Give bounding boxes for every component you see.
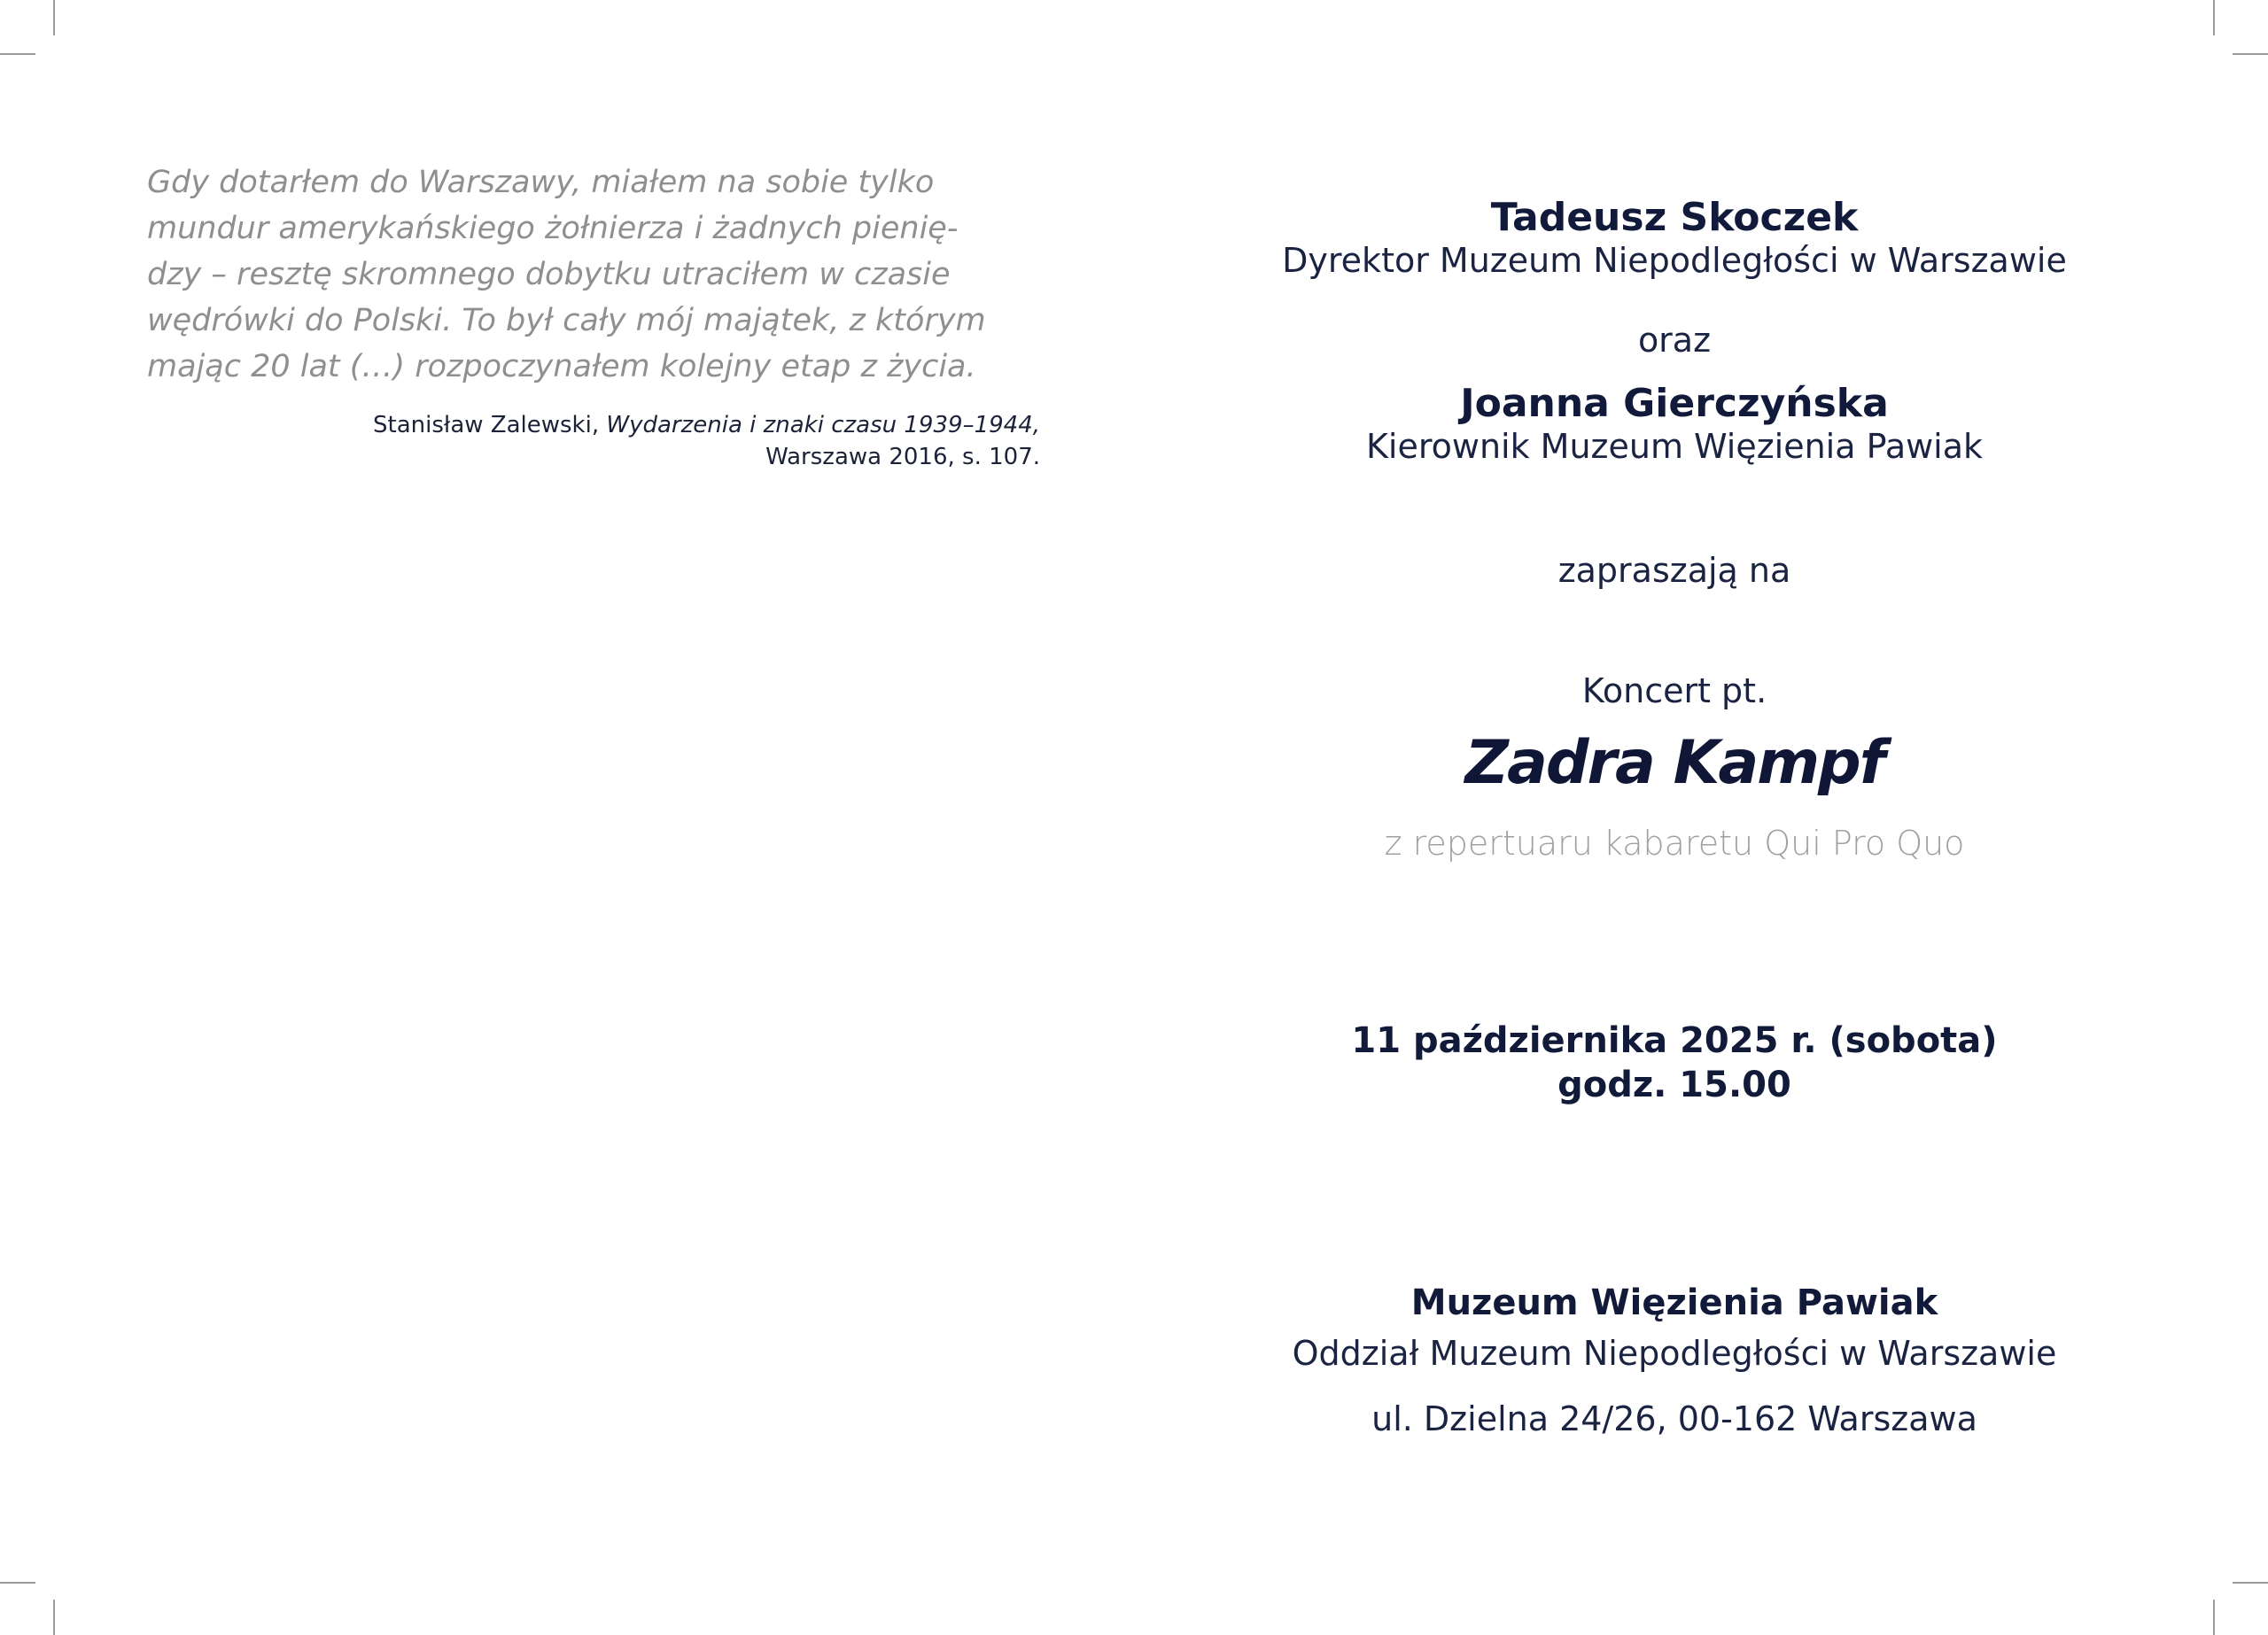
host1-name: Tadeusz Skoczek: [1490, 195, 1859, 240]
venue-name: Muzeum Więzienia Pawiak: [1410, 1282, 1938, 1323]
quote-line: mundur amerykańskiego żołnierza i żadnych pienię-: [147, 211, 959, 246]
source-author: Stanisław Zalewski,: [373, 412, 607, 438]
crop-mark-bottom-left: [0, 1582, 35, 1584]
crop-mark-top-left: [53, 0, 55, 35]
venue-address: ul. Dzielna 24/26, 00-162 Warszawa: [1371, 1399, 1977, 1438]
quote-text: [147, 159, 1040, 390]
quote-block: [147, 159, 1040, 473]
crop-mark-bottom-right: [2233, 1582, 2268, 1584]
host2-name: Joanna Gierczyńska: [1460, 381, 1889, 426]
crop-mark-top-right: [2233, 53, 2268, 55]
source-title: Wydarzenia i znaki czasu 1939–1944,: [606, 412, 1040, 438]
source-publication: Warszawa 2016, s. 107.: [765, 444, 1040, 470]
quote-line: mając 20 lat (…) rozpoczynałem kolejny etap z życia.: [147, 349, 976, 384]
source-citation-line: [147, 409, 1040, 441]
quote-source: [147, 409, 1040, 473]
crop-mark-top-left: [0, 53, 35, 55]
crop-mark-top-right: [2213, 0, 2215, 35]
invite-phrase: zapraszają na: [1557, 551, 1791, 590]
quote-line: wędrówki do Polski. To był cały mój majątek, z którym: [147, 303, 986, 338]
event-subtitle: z repertuaru kabaretu Qui Pro Quo: [1384, 824, 1965, 863]
conjunction: oraz: [1637, 321, 1712, 360]
event-time: godz. 15.00: [1557, 1065, 1791, 1105]
event-title: Zadra Kampf: [1464, 728, 1884, 798]
quote-line: dzy – resztę skromnego dobytku utraciłem w czasie: [147, 257, 951, 292]
venue-branch: Oddział Muzeum Niepodległości w Warszawie: [1292, 1334, 2057, 1373]
crop-mark-bottom-left: [53, 1600, 55, 1635]
host1-role: Dyrektor Muzeum Niepodległości w Warszawie: [1282, 241, 2067, 280]
crop-mark-bottom-right: [2213, 1600, 2215, 1635]
event-date: 11 października 2025 r. (sobota): [1351, 1020, 1998, 1061]
host2-role: Kierownik Muzeum Więzienia Pawiak: [1365, 427, 1984, 466]
quote-line: Gdy dotarłem do Warszawy, miałem na sobie tylko: [147, 165, 935, 200]
event-type: Koncert pt.: [1581, 671, 1767, 710]
